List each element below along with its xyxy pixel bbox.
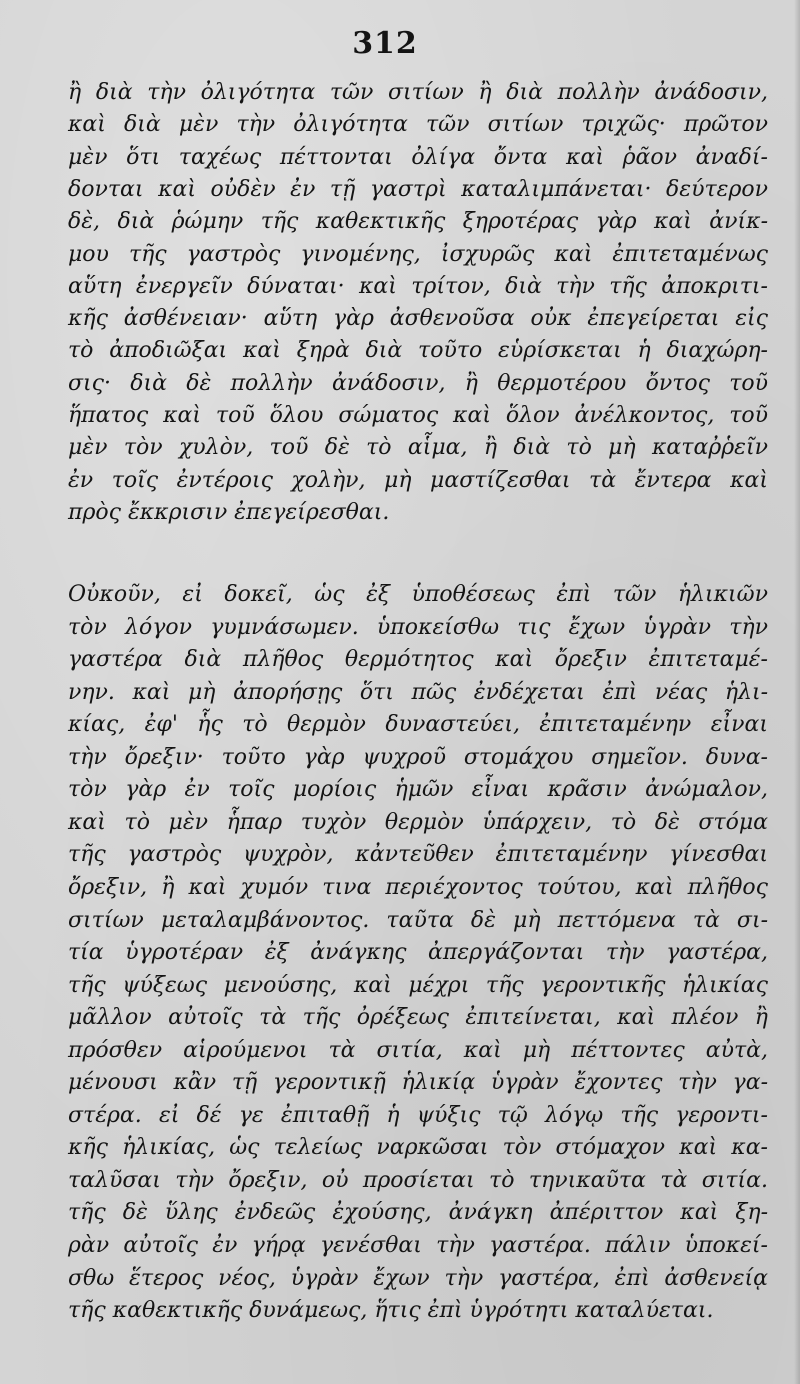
text-line: σιτίων μεταλαμβάνοντος. ταῦτα δὲ μὴ πεττόμενα τὰ σι- bbox=[68, 907, 768, 933]
text-line: μένουσι κἂν τῇ γεροντικῇ ἡλικίᾳ ὑγρὰν ἔχοντες τὴν γα- bbox=[68, 1070, 768, 1096]
text-line: σις· διὰ δὲ πολλὴν ἀνάδοσιν, ἢ θερμοτέρου ὄντος τοῦ bbox=[68, 370, 768, 396]
text-line: σθω ἕτερος νέος, ὑγρὰν ἔχων τὴν γαστέρα, ἐπὶ ἀσθενείᾳ bbox=[68, 1265, 768, 1291]
text-line: μὲν τὸν χυλὸν, τοῦ δὲ τὸ αἷμα, ἢ διὰ τὸ μὴ καταῤῥεῖν bbox=[68, 435, 768, 461]
text-line: τία ὑγροτέραν ἐξ ἀνάγκης ἀπεργάζονται τὴν γαστέρα, bbox=[68, 940, 768, 966]
text-line: ρὰν αὐτοῖς ἐν γήρᾳ γενέσθαι τὴν γαστέρα. πάλιν ὑποκεί- bbox=[68, 1233, 768, 1258]
text-line: τὸ ἀποδιῶξαι καὶ ξηρὰ διὰ τοῦτο εὑρίσκεται ἡ διαχώρη- bbox=[68, 338, 768, 364]
text-line: αὕτη ἐνεργεῖν δύναται· καὶ τρίτον, διὰ τὴν τῆς ἀποκριτι- bbox=[68, 273, 768, 299]
text-line: καὶ τὸ μὲν ἧπαρ τυχὸν θερμὸν ὑπάρχειν, τὸ δὲ στόμα bbox=[68, 809, 768, 835]
page-edge-shadow bbox=[794, 0, 800, 1384]
text-line: ταλῦσαι τὴν ὄρεξιν, οὐ προσίεται τὸ τηνικαῦτα τὰ σιτία. bbox=[68, 1167, 768, 1193]
text-line: κῆς ἀσθένειαν· αὕτη γὰρ ἀσθενοῦσα οὐκ ἐπεγείρεται εἰς bbox=[68, 306, 768, 332]
text-line: μᾶλλον αὐτοῖς τὰ τῆς ὀρέξεως ἐπιτείνεται, καὶ πλέον ἢ bbox=[68, 1005, 768, 1031]
text-line: δονται καὶ οὐδὲν ἐν τῇ γαστρὶ καταλιμπάνεται· δεύτερον bbox=[68, 176, 768, 202]
text-line: ἥπατος καὶ τοῦ ὅλου σώματος καὶ ὅλον ἀνέλκοντος, τοῦ bbox=[68, 403, 768, 428]
text-line: ὄρεξιν, ἢ καὶ χυμόν τινα περιέχοντος τούτου, καὶ πλῆθος bbox=[68, 874, 768, 900]
text-line: τὸν λόγον γυμνάσωμεν. ὑποκείσθω τις ἔχων ὑγρὰν τὴν bbox=[68, 614, 768, 640]
text-line: δὲ, διὰ ῥώμην τῆς καθεκτικῆς ξηροτέρας γὰρ καὶ ἀνίκ- bbox=[68, 209, 768, 235]
text-line: μου τῆς γαστρὸς γινομένης, ἰσχυρῶς καὶ ἐπιτεταμένως bbox=[68, 241, 768, 267]
text-line: ἐν τοῖς ἐντέροις χολὴν, μὴ μαστίζεσθαι τὰ ἔντερα καὶ bbox=[68, 467, 768, 493]
text-line: πρόσθεν αἱρούμενοι τὰ σιτία, καὶ μὴ πέττοντες αὐτὰ, bbox=[68, 1037, 768, 1063]
text-line: νην. καὶ μὴ ἀπορήσῃς ὅτι πῶς ἐνδέχεται ἐπὶ νέας ἡλι- bbox=[68, 679, 768, 705]
text-line: Οὐκοῦν, εἰ δοκεῖ, ὡς ἐξ ὑποθέσεως ἐπὶ τῶν ἡλικιῶν bbox=[68, 582, 768, 607]
text-line: μὲν ὅτι ταχέως πέττονται ὀλίγα ὄντα καὶ ῥᾶον ἀναδί- bbox=[68, 144, 768, 170]
text-line: τῆς δὲ ὕλης ἐνδεῶς ἐχούσης, ἀνάγκη ἀπέριττον καὶ ξη- bbox=[68, 1200, 768, 1226]
text-line: τῆς καθεκτικῆς δυνάμεως, ἥτις ἐπὶ ὑγρότητι καταλύεται. bbox=[68, 1298, 714, 1324]
text-line: τῆς ψύξεως μενούσης, καὶ μέχρι τῆς γεροντικῆς ἡλικίας bbox=[68, 972, 768, 998]
text-line: ἢ διὰ τὴν ὀλιγότητα τῶν σιτίων ἢ διὰ πολλὴν ἀνάδοσιν, bbox=[68, 80, 768, 105]
text-line: καὶ διὰ μὲν τὴν ὀλιγότητα τῶν σιτίων τριχῶς· πρῶτον bbox=[68, 112, 768, 138]
text-line: τὸν γὰρ ἐν τοῖς μορίοις ἡμῶν εἶναι κρᾶσιν ἀνώμαλον, bbox=[68, 777, 768, 803]
text-line: γαστέρα διὰ πλῆθος θερμότητος καὶ ὄρεξιν ἐπιτεταμέ- bbox=[68, 647, 768, 673]
text-line: πρὸς ἔκκρισιν ἐπεγείρεσθαι. bbox=[68, 499, 390, 525]
page-number: 312 bbox=[352, 26, 418, 61]
text-line: τὴν ὄρεξιν· τοῦτο γὰρ ψυχροῦ στομάχου σημεῖον. δυνα- bbox=[68, 744, 768, 770]
text-line: κῆς ἡλικίας, ὡς τελείως ναρκῶσαι τὸν στόμαχον καὶ κα- bbox=[68, 1135, 768, 1161]
text-line: κίας, ἐφ' ἧς τὸ θερμὸν δυναστεύει, ἐπιτεταμένην εἶναι bbox=[68, 712, 768, 738]
text-line: τῆς γαστρὸς ψυχρὸν, κἀντεῦθεν ἐπιτεταμένην γίνεσθαι bbox=[68, 842, 768, 868]
text-line: στέρα. εἰ δέ γε ἐπιταθῇ ἡ ψύξις τῷ λόγῳ τῆς γεροντι- bbox=[68, 1102, 768, 1128]
